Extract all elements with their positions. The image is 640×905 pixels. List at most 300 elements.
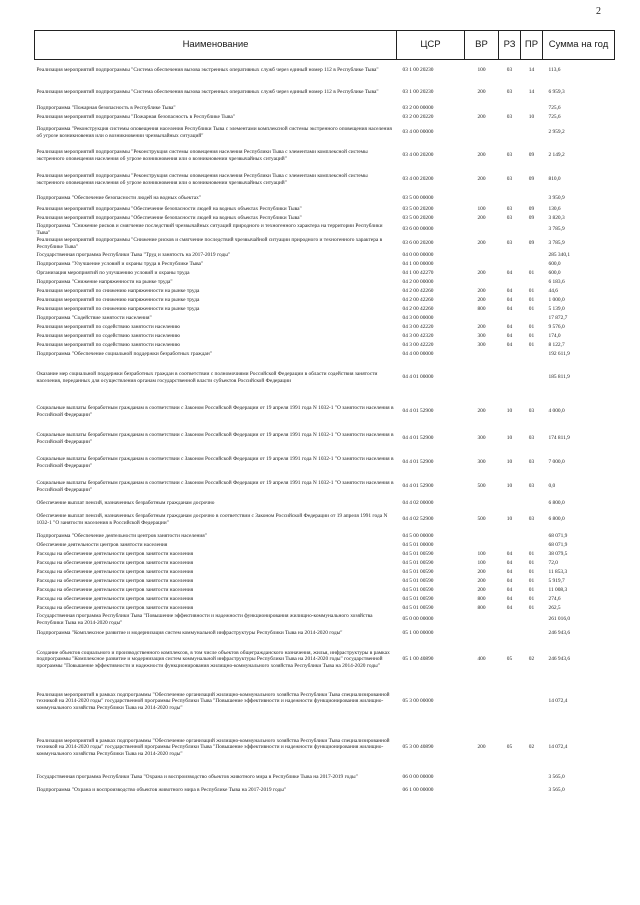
table-cell-sum: 3 785,9 bbox=[548, 226, 565, 233]
table-cell-pr: 01 bbox=[528, 332, 535, 339]
table-row bbox=[35, 144, 615, 168]
table-row bbox=[35, 323, 615, 332]
table-cell-csr: 05 3 00 40890 bbox=[402, 744, 434, 751]
table-cell-sum: 38 079,5 bbox=[548, 550, 568, 557]
table-cell-pr: 03 bbox=[528, 516, 535, 523]
table-cell-vr bbox=[465, 532, 499, 541]
table-cell-sum: 68 071,9 bbox=[548, 541, 568, 548]
table-cell-vr bbox=[465, 314, 499, 323]
table-cell-pr bbox=[521, 771, 543, 784]
table-cell-csr: 04 5 01 00590 bbox=[402, 550, 434, 557]
table-cell-name: Подпрограмма "Обеспечение социальной поддержки безработных граждан" bbox=[36, 350, 212, 357]
table-cell-vr: 300 bbox=[477, 341, 486, 348]
table-cell-name: Реализация мероприятий подпрограммы "Пожарная безопасность в Республике Тыва" bbox=[36, 113, 235, 120]
table-cell-vr bbox=[465, 192, 499, 205]
table-cell-vr bbox=[465, 499, 499, 508]
table-cell-vr: 500 bbox=[477, 483, 486, 490]
table-cell-pr: 01 bbox=[528, 341, 535, 348]
table-cell-pr: 01 bbox=[528, 269, 535, 276]
table-cell-sum: 14 072,4 bbox=[548, 698, 568, 705]
table-cell-rz bbox=[499, 784, 521, 797]
table-cell-vr: 800 bbox=[477, 595, 486, 602]
table-cell-csr: 04 5 00 00000 bbox=[402, 532, 434, 539]
table-cell-rz bbox=[499, 771, 521, 784]
table-cell-pr: 03 bbox=[528, 408, 535, 415]
header-pr: ПР bbox=[521, 31, 543, 60]
table-cell-csr: 05 1 00 40890 bbox=[402, 656, 434, 663]
table-cell-pr: 01 bbox=[528, 586, 535, 593]
table-cell-rz: 04 bbox=[506, 595, 513, 602]
table-cell-csr: 03 1 00 20230 bbox=[402, 67, 434, 74]
table-cell-name: Реализация мероприятий по снижению напряженности на рынке труда bbox=[36, 287, 200, 294]
table-row bbox=[35, 475, 615, 499]
table-cell-sum: 2 959,2 bbox=[548, 129, 565, 136]
table-cell-rz bbox=[499, 314, 521, 323]
table-cell-vr bbox=[465, 359, 499, 397]
table-cell-name: Реализация мероприятий подпрограммы "Реконструкция системы оповещения населения Республики Тыва с элементами комплексной системы экстренного оповещения населения об угрозе возникновения или о возникновении чрезвычайных ситуаций" bbox=[36, 148, 368, 162]
table-cell-rz: 10 bbox=[506, 435, 513, 442]
table-row bbox=[35, 332, 615, 341]
table-cell-csr: 04 5 01 00590 bbox=[402, 595, 434, 602]
table-cell-name: Оказание мер социальной поддержки безработных граждан в соответствии с полномочиями Российской Федерации в области содействия занятости населения, переданных для осуществления органам государственной власти субъектов Российской Федерации bbox=[36, 370, 378, 384]
table-row bbox=[35, 595, 615, 604]
table-cell-rz: 04 bbox=[506, 305, 513, 312]
table-row bbox=[35, 541, 615, 550]
table-cell-pr: 01 bbox=[528, 323, 535, 330]
table-row bbox=[35, 559, 615, 568]
table-cell-vr: 800 bbox=[477, 604, 486, 611]
table-cell-pr: 03 bbox=[528, 459, 535, 466]
table-cell-pr bbox=[521, 260, 543, 269]
table-cell-pr: 02 bbox=[528, 656, 535, 663]
table-cell-name: Расходы на обеспечение деятельности центров занятости населения bbox=[36, 595, 194, 602]
table-cell-rz bbox=[499, 613, 521, 627]
table-cell-sum: 130,6 bbox=[548, 205, 561, 212]
table-cell-rz: 05 bbox=[506, 656, 513, 663]
table-row bbox=[35, 305, 615, 314]
table-cell-rz: 03 bbox=[506, 89, 513, 96]
table-cell-pr: 02 bbox=[528, 744, 535, 751]
table-cell-name: Подпрограмма "Обеспечение деятельности центров занятости населения" bbox=[36, 532, 207, 539]
table-cell-vr: 200 bbox=[477, 744, 486, 751]
table-row bbox=[35, 771, 615, 784]
table-cell-name: Реализация мероприятий подпрограммы "Обеспечение безопасности людей на водных объектах Республики Тыва" bbox=[36, 214, 302, 221]
table-cell-csr: 04 3 00 00000 bbox=[402, 314, 434, 321]
table-cell-rz bbox=[499, 679, 521, 725]
table-cell-pr bbox=[521, 627, 543, 641]
table-cell-rz bbox=[499, 260, 521, 269]
header-vr: ВР bbox=[465, 31, 499, 60]
table-cell-pr bbox=[521, 613, 543, 627]
table-cell-pr: 10 bbox=[528, 113, 535, 120]
table-cell-rz: 04 bbox=[506, 296, 513, 303]
table-header-row bbox=[35, 31, 615, 60]
table-cell-name: Расходы на обеспечение деятельности центров занятости населения bbox=[36, 586, 194, 593]
table-cell-name: Подпрограмма "Снижение рисков и смягчение последствий чрезвычайных ситуаций природного и техногенного характера на территории Республики Тыва" bbox=[36, 222, 383, 236]
table-cell-name: Расходы на обеспечение деятельности центров занятости населения bbox=[36, 604, 194, 611]
table-row bbox=[35, 550, 615, 559]
table-cell-name: Реализация мероприятий подпрограммы "Система обеспечения вызова экстренных оперативных служб через единый номер 112 в Республике Тыва" bbox=[36, 67, 379, 74]
table-cell-vr bbox=[465, 104, 499, 113]
table-cell-rz: 10 bbox=[506, 483, 513, 490]
table-cell-pr: 01 bbox=[528, 296, 535, 303]
table-cell-name: Обеспечение деятельности центров занятости населения bbox=[36, 541, 168, 548]
header-csr: ЦСР bbox=[397, 31, 465, 60]
table-cell-name: Реализация мероприятий подпрограммы "Снижение рисков и смягчение последствий чрезвычайной ситуации природного и техногенного характера в Республике Тыва" bbox=[36, 236, 383, 250]
table-cell-rz: 03 bbox=[506, 176, 513, 183]
table-cell-csr: 04 5 01 00590 bbox=[402, 559, 434, 566]
table-cell-vr bbox=[465, 122, 499, 144]
table-cell-vr: 200 bbox=[477, 568, 486, 575]
table-cell-csr: 04 5 01 00590 bbox=[402, 586, 434, 593]
table-row bbox=[35, 784, 615, 797]
table-cell-sum: 0,0 bbox=[548, 483, 556, 490]
table-cell-pr bbox=[521, 350, 543, 359]
table-cell-rz bbox=[499, 350, 521, 359]
table-cell-csr: 05 1 00 00000 bbox=[402, 630, 434, 637]
table-cell-vr bbox=[465, 613, 499, 627]
table-cell-sum: 3 565,0 bbox=[548, 773, 565, 780]
table-cell-pr bbox=[521, 192, 543, 205]
table-cell-sum: 6 800,0 bbox=[548, 516, 565, 523]
table-cell-vr: 800 bbox=[477, 305, 486, 312]
table-cell-rz: 10 bbox=[506, 516, 513, 523]
table-cell-csr: 04 2 00 42260 bbox=[402, 305, 434, 312]
table-cell-rz: 04 bbox=[506, 577, 513, 584]
table-row bbox=[35, 296, 615, 305]
table-cell-sum: 6 183,6 bbox=[548, 278, 565, 285]
table-cell-sum: 600,0 bbox=[548, 260, 561, 267]
table-cell-rz: 04 bbox=[506, 568, 513, 575]
table-cell-csr: 04 4 01 52900 bbox=[402, 483, 434, 490]
table-cell-vr: 100 bbox=[477, 205, 486, 212]
table-cell-sum: 68 071,9 bbox=[548, 532, 568, 539]
table-cell-vr: 100 bbox=[477, 550, 486, 557]
table-cell-name: Социальные выплаты безработным гражданам в соответствии с Законом Российской Федерации от 19 апреля 1991 года N 1032-1 "О занятости населения в Российской Федерации" bbox=[36, 431, 394, 445]
table-cell-name: Подпрограмма "Улучшение условий и охраны труда в Республике Тыва" bbox=[36, 260, 204, 267]
table-cell-name: Социальные выплаты безработным гражданам в соответствии с Законом Российской Федерации от 19 апреля 1991 года N 1032-1 "О занятости населения в Российской Федерации" bbox=[36, 404, 394, 418]
table-cell-name: Реализация мероприятий подпрограммы "Система обеспечения вызова экстренных оперативных служб через единый номер 112 в Республике Тыва" bbox=[36, 89, 379, 96]
table-cell-name: Обеспечение выплат пенсий, назначенных безработным гражданам досрочно в соответствии с Законом Российской Федерации от 19 апреля 1991 года N 1032-1 "О занятости населения в Российской Федерации" bbox=[36, 512, 388, 526]
table-row bbox=[35, 604, 615, 613]
table-cell-sum: 6 959,3 bbox=[548, 89, 565, 96]
table-cell-vr: 300 bbox=[477, 332, 486, 339]
table-cell-sum: 113,6 bbox=[548, 67, 561, 74]
table-cell-csr: 04 5 01 00590 bbox=[402, 604, 434, 611]
table-cell-csr: 06 1 00 00000 bbox=[402, 786, 434, 793]
table-cell-rz bbox=[499, 104, 521, 113]
table-row bbox=[35, 287, 615, 296]
table-cell-name: Реализация мероприятий по содействию занятости населению bbox=[36, 341, 181, 348]
table-row bbox=[35, 314, 615, 323]
table-cell-sum: 600,0 bbox=[548, 269, 561, 276]
table-cell-vr: 200 bbox=[477, 214, 486, 221]
table-cell-name: Государственная программа Республики Тыва "Повышение эффективности и надежности функционирования жилищно-коммунального хозяйства Республики Тыва на 2014-2020 годы" bbox=[36, 612, 373, 626]
table-cell-pr bbox=[521, 278, 543, 287]
table-cell-sum: 1 000,0 bbox=[548, 296, 565, 303]
table-cell-sum: 72,0 bbox=[548, 559, 558, 566]
table-row bbox=[35, 451, 615, 475]
header-name: Наименование bbox=[35, 31, 397, 60]
table-row bbox=[35, 60, 615, 82]
table-cell-vr bbox=[465, 627, 499, 641]
table-cell-sum: 3 565,0 bbox=[548, 786, 565, 793]
table-cell-rz bbox=[499, 541, 521, 550]
table-cell-pr: 01 bbox=[528, 568, 535, 575]
table-cell-vr bbox=[465, 541, 499, 550]
table-cell-rz bbox=[499, 532, 521, 541]
table-cell-csr: 04 4 01 52900 bbox=[402, 459, 434, 466]
table-row bbox=[35, 168, 615, 192]
header-rz: РЗ bbox=[499, 31, 521, 60]
table-cell-sum: 7 000,0 bbox=[548, 459, 565, 466]
table-cell-pr bbox=[521, 104, 543, 113]
table-cell-sum: 14 072,4 bbox=[548, 744, 568, 751]
table-cell-pr: 01 bbox=[528, 287, 535, 294]
table-cell-pr bbox=[521, 499, 543, 508]
table-cell-csr: 06 0 00 00000 bbox=[402, 773, 434, 780]
table-cell-csr: 04 0 00 00000 bbox=[402, 251, 434, 258]
table-cell-pr bbox=[521, 541, 543, 550]
table-cell-name: Социальные выплаты безработным гражданам в соответствии с Законом Российской Федерации от 19 апреля 1991 года N 1032-1 "О занятости населения в Российской Федерации" bbox=[36, 479, 394, 493]
table-cell-vr bbox=[465, 223, 499, 237]
table-cell-rz bbox=[499, 251, 521, 260]
table-cell-csr: 04 5 01 00590 bbox=[402, 577, 434, 584]
table-cell-csr: 04 1 00 42270 bbox=[402, 269, 434, 276]
table-cell-sum: 262,5 bbox=[548, 604, 561, 611]
table-row bbox=[35, 577, 615, 586]
table-cell-vr: 400 bbox=[477, 656, 486, 663]
table-cell-vr bbox=[465, 784, 499, 797]
table-cell-vr: 500 bbox=[477, 516, 486, 523]
table-row bbox=[35, 113, 615, 122]
table-cell-pr: 01 bbox=[528, 577, 535, 584]
table-row bbox=[35, 499, 615, 508]
table-row bbox=[35, 350, 615, 359]
table-cell-sum: 810,0 bbox=[548, 176, 561, 183]
table-cell-name: Реализация мероприятий в рамках подпрограммы "Обеспечение организаций жилищно-коммунального хозяйства Республики Тыва специализированной техникой на 2014-2020 годы" государственной программы Республики Тыва "Повышение эффективности и надежности функционирования жилищно-коммунального хозяйства Республики Тыва на 2014-2020 годы" bbox=[36, 737, 390, 757]
table-cell-pr: 14 bbox=[528, 67, 535, 74]
table-cell-rz: 03 bbox=[506, 240, 513, 247]
table-cell-csr: 05 0 00 00000 bbox=[402, 616, 434, 623]
table-cell-name: Подпрограмма "Охрана и воспроизводство объектов животного мира в Республике Тыва на 2017-2019 годы" bbox=[36, 786, 287, 793]
table-cell-rz: 03 bbox=[506, 67, 513, 74]
table-cell-rz: 04 bbox=[506, 586, 513, 593]
table-cell-vr bbox=[465, 771, 499, 784]
table-cell-csr: 03 1 00 20230 bbox=[402, 89, 434, 96]
table-cell-sum: 246 943,6 bbox=[548, 630, 571, 637]
table-cell-name: Реализация мероприятий подпрограммы "Обеспечение безопасности людей на водных объектах Республики Тыва" bbox=[36, 205, 302, 212]
table-cell-pr bbox=[521, 784, 543, 797]
table-cell-rz: 05 bbox=[506, 744, 513, 751]
table-cell-csr: 03 6 00 00000 bbox=[402, 226, 434, 233]
table-cell-rz bbox=[499, 122, 521, 144]
table-cell-rz bbox=[499, 278, 521, 287]
table-body bbox=[35, 60, 615, 797]
table-cell-name: Подпрограмма "Пожарная безопасность в Республике Тыва" bbox=[36, 104, 176, 111]
table-row bbox=[35, 214, 615, 223]
table-cell-name: Реализация мероприятий по снижению напряженности на рынке труда bbox=[36, 296, 200, 303]
budget-table bbox=[34, 30, 615, 797]
table-cell-sum: 2 149,2 bbox=[548, 152, 565, 159]
table-cell-csr: 03 2 00 00000 bbox=[402, 104, 434, 111]
table-row bbox=[35, 278, 615, 287]
table-cell-sum: 11 008,3 bbox=[548, 586, 568, 593]
table-cell-name: Подпрограмма "Комплексное развитие и модернизация систем коммунальной инфраструктуры Республики Тыва на 2014-2020 годы" bbox=[36, 630, 343, 637]
table-row bbox=[35, 104, 615, 113]
table-cell-csr: 04 3 00 42320 bbox=[402, 332, 434, 339]
table-cell-csr: 04 3 00 42220 bbox=[402, 341, 434, 348]
table-row bbox=[35, 679, 615, 725]
table-cell-pr: 14 bbox=[528, 89, 535, 96]
table-cell-vr: 200 bbox=[477, 586, 486, 593]
table-cell-vr bbox=[465, 350, 499, 359]
table-row bbox=[35, 205, 615, 214]
table-cell-name: Расходы на обеспечение деятельности центров занятости населения bbox=[36, 568, 194, 575]
table-cell-sum: 3 820,3 bbox=[548, 214, 565, 221]
table-cell-csr: 03 5 00 20200 bbox=[402, 214, 434, 221]
table-cell-vr: 200 bbox=[477, 296, 486, 303]
table-cell-pr bbox=[521, 223, 543, 237]
table-cell-rz: 03 bbox=[506, 214, 513, 221]
table-cell-sum: 5 919,7 bbox=[548, 577, 565, 584]
table-cell-csr: 05 3 00 00000 bbox=[402, 698, 434, 705]
table-cell-csr: 04 4 01 52900 bbox=[402, 435, 434, 442]
table-cell-csr: 04 4 01 52900 bbox=[402, 408, 434, 415]
table-row bbox=[35, 725, 615, 771]
table-cell-vr: 200 bbox=[477, 408, 486, 415]
table-cell-sum: 4 000,0 bbox=[548, 408, 565, 415]
table-cell-pr: 03 bbox=[528, 483, 535, 490]
table-cell-pr: 09 bbox=[528, 176, 535, 183]
table-cell-sum: 6 800,0 bbox=[548, 499, 565, 506]
table-cell-pr: 01 bbox=[528, 559, 535, 566]
table-cell-name: Реализация мероприятий по содействию занятости населению bbox=[36, 332, 181, 339]
table-cell-pr bbox=[521, 122, 543, 144]
table-cell-rz bbox=[499, 192, 521, 205]
table-cell-rz: 04 bbox=[506, 604, 513, 611]
table-cell-csr: 04 4 00 00000 bbox=[402, 350, 434, 357]
table-cell-name: Реализация мероприятий по содействию занятости населению bbox=[36, 323, 181, 330]
table-cell-csr: 04 4 02 00000 bbox=[402, 499, 434, 506]
table-cell-name: Реализация мероприятий по снижению напряженности на рынке труда bbox=[36, 305, 200, 312]
table-cell-pr: 01 bbox=[528, 550, 535, 557]
table-cell-sum: 192 611,9 bbox=[548, 350, 570, 357]
table-cell-rz: 03 bbox=[506, 152, 513, 159]
table-cell-rz bbox=[499, 359, 521, 397]
table-row bbox=[35, 341, 615, 350]
table-cell-vr: 200 bbox=[477, 152, 486, 159]
table-cell-name: Подпрограмма "Снижение напряженности на рынке труда" bbox=[36, 278, 173, 285]
table-cell-vr: 200 bbox=[477, 269, 486, 276]
table-cell-pr bbox=[521, 359, 543, 397]
table-cell-csr: 04 4 02 52900 bbox=[402, 516, 434, 523]
table-cell-csr: 03 4 00 20200 bbox=[402, 176, 434, 183]
table-cell-pr bbox=[521, 251, 543, 260]
table-cell-name: Создание объектов социального и производственного комплексов, в том числе объектов общегражданского назначения, жилья, инфраструктуры в рамках подпрограммы "Комплексное развитие и модернизация систем коммунальной инфраструктуры Республики Тыва на 2014-2020 годы" государственной программы "Повышение эффективности и надежности функционирования жилищно-коммунального хозяйства Республики Тыва на 2014-2020 годы" bbox=[36, 649, 390, 669]
table-cell-sum: 725,6 bbox=[548, 113, 561, 120]
table-cell-vr: 300 bbox=[477, 435, 486, 442]
table-cell-csr: 03 4 00 00000 bbox=[402, 129, 434, 136]
table-cell-csr: 03 5 00 00000 bbox=[402, 194, 434, 201]
table-cell-vr: 200 bbox=[477, 176, 486, 183]
header-sum: Сумма на год bbox=[543, 31, 615, 60]
table-cell-pr: 03 bbox=[528, 435, 535, 442]
table-cell-rz bbox=[499, 627, 521, 641]
table-cell-name: Расходы на обеспечение деятельности центров занятости населения bbox=[36, 577, 194, 584]
table-cell-vr bbox=[465, 679, 499, 725]
table-cell-vr: 200 bbox=[477, 240, 486, 247]
table-cell-rz bbox=[499, 223, 521, 237]
table-cell-rz: 10 bbox=[506, 459, 513, 466]
table-cell-name: Организация мероприятий по улучшению условий и охраны труда bbox=[36, 269, 190, 276]
table-cell-pr: 01 bbox=[528, 595, 535, 602]
table-cell-name: Государственная программа Республики Тыва "Охрана и воспроизводство объектов животного мира в Республике Тыва на 2017-2019 годы" bbox=[36, 773, 358, 780]
table-cell-rz: 04 bbox=[506, 559, 513, 566]
table-cell-name: Государственная программа Республики Тыва "Труд и занятость на 2017-2019 годы" bbox=[36, 251, 231, 258]
table-cell-sum: 11 853,3 bbox=[548, 568, 568, 575]
table-cell-vr: 300 bbox=[477, 459, 486, 466]
table-row bbox=[35, 260, 615, 269]
table-cell-csr: 04 2 00 42260 bbox=[402, 296, 434, 303]
table-cell-pr: 09 bbox=[528, 152, 535, 159]
table-row bbox=[35, 532, 615, 541]
table-row bbox=[35, 359, 615, 397]
table-cell-rz bbox=[499, 499, 521, 508]
table-cell-vr: 200 bbox=[477, 89, 486, 96]
table-row bbox=[35, 627, 615, 641]
table-cell-name: Подпрограмма "Реконструкция системы оповещения населения Республики Тыва с элементами комплексной системы экстренного оповещения населения об угрозе возникновения или о возникновении чрезвычайных ситуаций" bbox=[36, 125, 392, 139]
table-row bbox=[35, 82, 615, 104]
table-cell-name: Социальные выплаты безработным гражданам в соответствии с Законом Российской Федерации от 19 апреля 1991 года N 1032-1 "О занятости населения в Российской Федерации" bbox=[36, 455, 394, 469]
table-cell-rz: 04 bbox=[506, 341, 513, 348]
table-cell-name: Расходы на обеспечение деятельности центров занятости населения bbox=[36, 550, 194, 557]
table-cell-rz: 04 bbox=[506, 323, 513, 330]
table-cell-sum: 3 950,9 bbox=[548, 194, 565, 201]
table-cell-csr: 04 4 01 00000 bbox=[402, 374, 434, 381]
table-cell-vr: 200 bbox=[477, 287, 486, 294]
table-row bbox=[35, 269, 615, 278]
table-cell-sum: 174,0 bbox=[548, 332, 561, 339]
table-cell-sum: 261 016,0 bbox=[548, 616, 571, 623]
table-row bbox=[35, 427, 615, 451]
table-cell-sum: 44,6 bbox=[548, 287, 558, 294]
table-cell-csr: 04 1 00 00000 bbox=[402, 260, 434, 267]
table-cell-vr: 100 bbox=[477, 559, 486, 566]
table-row bbox=[35, 251, 615, 260]
table-cell-csr: 04 5 01 00000 bbox=[402, 541, 434, 548]
table-cell-csr: 04 3 00 42220 bbox=[402, 323, 434, 330]
table-cell-rz: 04 bbox=[506, 287, 513, 294]
table-cell-pr: 01 bbox=[528, 305, 535, 312]
table-cell-name: Подпрограмма "Содействие занятости населения" bbox=[36, 314, 152, 321]
table-row bbox=[35, 568, 615, 577]
table-cell-sum: 725,6 bbox=[548, 104, 561, 111]
table-cell-sum: 3 785,9 bbox=[548, 240, 565, 247]
table-cell-vr bbox=[465, 260, 499, 269]
table-cell-vr: 200 bbox=[477, 113, 486, 120]
table-row bbox=[35, 237, 615, 251]
table-cell-csr: 03 5 00 20200 bbox=[402, 205, 434, 212]
table-cell-name: Подпрограмма "Обеспечение безопасности людей на водных объектах" bbox=[36, 194, 202, 201]
table-cell-sum: 174 811,9 bbox=[548, 435, 570, 442]
table-cell-pr: 01 bbox=[528, 604, 535, 611]
table-cell-sum: 8 122,7 bbox=[548, 341, 565, 348]
table-cell-name: Реализация мероприятий в рамках подпрограммы "Обеспечение организаций жилищно-коммунального хозяйства Республики Тыва специализированной техникой на 2014-2020 годы" государственной программы Республики Тыва "Повышение эффективности и надежности функционирования жилищно-коммунального хозяйства Республики Тыва на 2014-2020 годы" bbox=[36, 691, 390, 711]
table-cell-name: Реализация мероприятий подпрограммы "Реконструкция системы оповещения населения Республики Тыва с элементами комплексной системы экстренного оповещения населения об угрозе возникновения или о возникновении чрезвычайных ситуаций" bbox=[36, 172, 368, 186]
page-number: 2 bbox=[596, 6, 601, 17]
table-cell-sum: 5 139,0 bbox=[548, 305, 565, 312]
